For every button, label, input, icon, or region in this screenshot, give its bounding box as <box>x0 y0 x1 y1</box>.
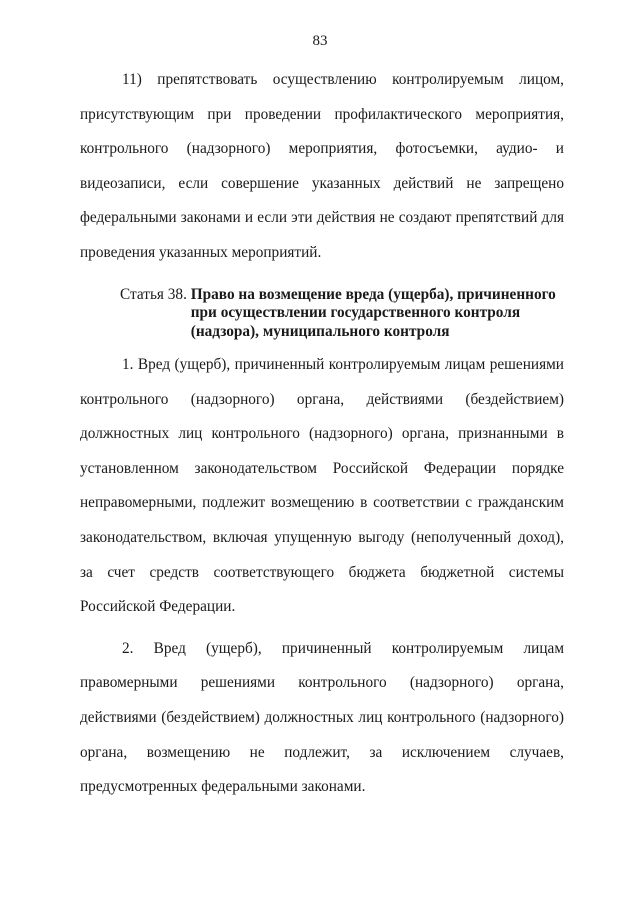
paragraph-2: 2. Вред (ущерб), причиненный контролируемым лицам правомерными решениями контрольного (надзорного) органа, действиями (бездействием) должностных лиц контрольного (надзорного) органа, возмещению не подлежит, за исключением случаев, предусмотренных федеральными законами. <box>80 639 564 796</box>
article-heading <box>120 286 564 342</box>
paragraph-1: 1. Вред (ущерб), причиненный контролируемым лицам решениями контрольного (надзорного) органа, действиями (бездействием) должностных лиц контрольного (надзорного) органа, признанными в установленном законодательством Российской Федерации порядке неправомерными, подлежит возмещению в соответствии с гражданским законодательством, включая упущенную выгоду (неполученный доход), за счет средств соответствующего бюджета бюджетной системы Российской Федерации. <box>80 356 564 616</box>
page-number: 83 <box>312 33 328 49</box>
document-body <box>80 63 564 805</box>
article-title: Право на возмещение вреда (ущерба), причиненного при осуществлении государственного контроля (надзора), муниципального контроля <box>190 285 556 340</box>
article-number: Статья 38. <box>120 285 191 303</box>
list-item-11: 11) препятствовать осуществлению контролируемым лицом, присутствующим при проведении профилактического мероприятия, контрольного (надзорного) мероприятия, фотосъемки, аудио- и видеозаписи, если совершение указанных действий не запрещено федеральными законами и если эти действия не создают препятствий для проведения указанных мероприятий. <box>80 71 564 261</box>
